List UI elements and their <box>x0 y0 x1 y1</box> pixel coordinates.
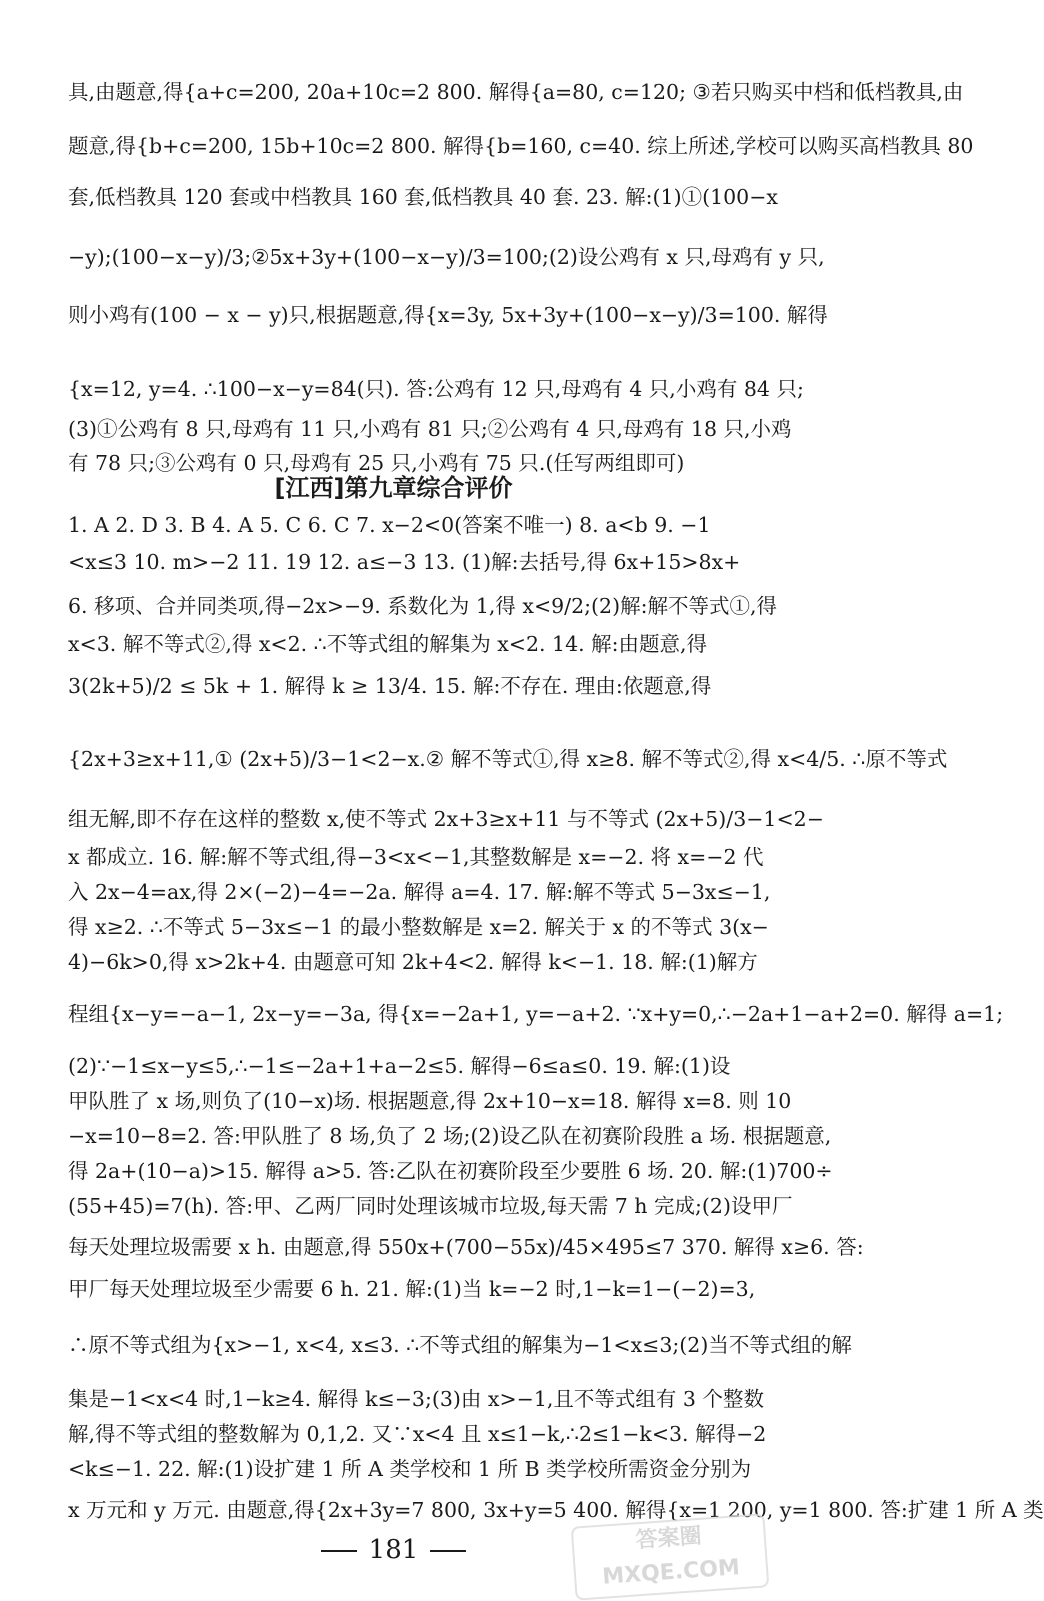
text-line-29: 集是−1<x<4 时,1−k≥4. 解得 k≤−3;(3)由 x>−1,且不等式组有 3 个整数 <box>68 1387 764 1411</box>
text-line-27: 甲厂每天处理垃圾至少需要 6 h. 21. 解:(1)当 k=−2 时,1−k=1−(−2)=3, <box>68 1277 756 1301</box>
page-number: 181 <box>368 1535 419 1565</box>
watermark-logo: 答案圈 MXQE.COM <box>571 1513 770 1600</box>
text-line-8: 有 78 只;③公鸡有 0 只,母鸡有 25 只,小鸡有 75 只.(任写两组即可) <box>68 451 685 475</box>
text-line-25: (55+45)=7(h). 答:甲、乙两厂同时处理该城市垃圾,每天需 7 h 完成;(2)设甲厂 <box>68 1194 793 1218</box>
text-line-28: ∴原不等式组为{x>−1, x<4, x≤3. ∴不等式组的解集为−1<x≤3;(2)当不等式组的解 <box>68 1333 852 1357</box>
text-line-14: {2x+3≥x+11,① (2x+5)/3−1<2−x.② 解不等式①,得 x≥8. 解不等式②,得 x<4/5. ∴原不等式 <box>68 747 948 771</box>
footer-dash-right <box>430 1550 466 1552</box>
text-line-19: 4)−6k>0,得 x>2k+4. 由题意可知 2k+4<2. 解得 k<−1. 18. 解:(1)解方 <box>68 950 758 974</box>
text-line-22: 甲队胜了 x 场,则负了(10−x)场. 根据题意,得 2x+10−x=18. 解得 x=8. 则 10 <box>68 1089 792 1113</box>
text-line-12: x<3. 解不等式②,得 x<2. ∴不等式组的解集为 x<2. 14. 解:由题意,得 <box>68 632 708 656</box>
text-line-31: <k≤−1. 22. 解:(1)设扩建 1 所 A 类学校和 1 所 B 类学校所需资金分别为 <box>68 1457 752 1481</box>
text-line-7: (3)①公鸡有 8 只,母鸡有 11 只,小鸡有 81 只;②公鸡有 4 只,母鸡有 18 只,小鸡 <box>68 417 792 441</box>
text-line-9: 1. A 2. D 3. B 4. A 5. C 6. C 7. x−2<0(答案不唯一) 8. a<b 9. −1 <box>68 513 711 537</box>
text-line-4: −y);(100−x−y)/3;②5x+3y+(100−x−y)/3=100;(2)设公鸡有 x 只,母鸡有 y 只, <box>68 245 825 269</box>
text-line-3: 套,低档教具 120 套或中档教具 160 套,低档教具 40 套. 23. 解:(1)①(100−x <box>68 185 778 209</box>
text-line-32: x 万元和 y 万元. 由题意,得{2x+3y=7 800, 3x+y=5 400. 解得{x=1 200, y=1 800. 答:扩建 1 所 A 类 <box>68 1498 1044 1522</box>
text-line-18: 得 x≥2. ∴不等式 5−3x≤−1 的最小整数解是 x=2. 解关于 x 的不等式 3(x− <box>68 915 769 939</box>
text-line-11: 6. 移项、合并同类项,得−2x>−9. 系数化为 1,得 x<9/2;(2)解:解不等式①,得 <box>68 594 777 618</box>
text-line-6: {x=12, y=4. ∴100−x−y=84(只). 答:公鸡有 12 只,母鸡有 4 只,小鸡有 84 只; <box>68 377 804 401</box>
text-line-26: 每天处理垃圾需要 x h. 由题意,得 550x+(700−55x)/45×495≤7 370. 解得 x≥6. 答: <box>68 1235 864 1259</box>
text-line-2: 题意,得{b+c=200, 15b+10c=2 800. 解得{b=160, c=40. 综上所述,学校可以购买高档教具 80 <box>68 134 974 158</box>
footer-dash-left <box>321 1550 357 1552</box>
text-line-21: (2)∵−1≤x−y≤5,∴−1≤−2a+1+a−2≤5. 解得−6≤a≤0. 19. 解:(1)设 <box>68 1054 731 1078</box>
text-line-24: 得 2a+(10−a)>15. 解得 a>5. 答:乙队在初赛阶段至少要胜 6 场. 20. 解:(1)700÷ <box>68 1159 833 1183</box>
text-line-17: 入 2x−4=ax,得 2×(−2)−4=−2a. 解得 a=4. 17. 解:解不等式 5−3x≤−1, <box>68 880 771 904</box>
section-title: [江西]第九章综合评价 <box>274 474 513 502</box>
text-line-1: 具,由题意,得{a+c=200, 20a+10c=2 800. 解得{a=80, c=120; ③若只购买中档和低档教具,由 <box>68 80 964 104</box>
text-line-30: 解,得不等式组的整数解为 0,1,2. 又∵x<4 且 x≤1−k,∴2≤1−k<3. 解得−2 <box>68 1422 767 1446</box>
text-line-10: <x≤3 10. m>−2 11. 19 12. a≤−3 13. (1)解:去括号,得 6x+15>8x+ <box>68 550 741 574</box>
text-line-23: −x=10−8=2. 答:甲队胜了 8 场,负了 2 场;(2)设乙队在初赛阶段胜 a 场. 根据题意, <box>68 1124 832 1148</box>
text-line-15: 组无解,即不存在这样的整数 x,使不等式 2x+3≥x+11 与不等式 (2x+5)/3−1<2− <box>68 807 824 831</box>
text-line-5: 则小鸡有(100 − x − y)只,根据题意,得{x=3y, 5x+3y+(100−x−y)/3=100. 解得 <box>68 303 828 327</box>
text-line-20: 程组{x−y=−a−1, 2x−y=−3a, 得{x=−2a+1, y=−a+2. ∵x+y=0,∴−2a+1−a+2=0. 解得 a=1; <box>68 1002 1004 1026</box>
text-line-13: 3(2k+5)/2 ≤ 5k + 1. 解得 k ≥ 13/4. 15. 解:不存在. 理由:依题意,得 <box>68 674 712 698</box>
text-line-16: x 都成立. 16. 解:解不等式组,得−3<x<−1,其整数解是 x=−2. 将 x=−2 代 <box>68 845 764 869</box>
